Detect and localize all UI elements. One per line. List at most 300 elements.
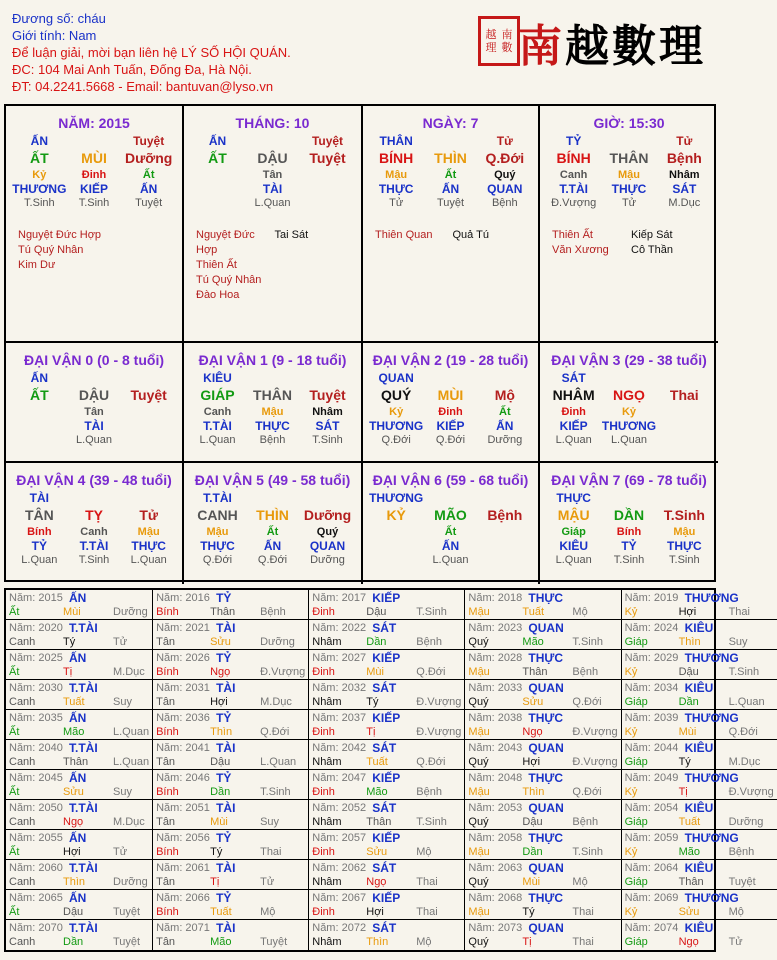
year-label: Năm: 2068 — [468, 892, 523, 904]
year-stage: Suy — [113, 786, 132, 798]
hidden-stem-row — [363, 526, 538, 539]
star-item: Thiên Ất — [552, 229, 593, 241]
ten-god-label — [478, 371, 532, 385]
year-line-1 — [9, 741, 149, 755]
stem-branch-row — [363, 150, 538, 166]
stem-branch-row — [540, 507, 718, 523]
year-branch: Thân — [210, 606, 236, 618]
year-cell — [309, 650, 465, 680]
year-line-1 — [625, 651, 774, 665]
year-line-1 — [625, 831, 774, 845]
hidden-stem: Mậu — [617, 169, 640, 181]
year-stem: Giáp — [624, 636, 648, 648]
hidden-stem: Tân — [262, 169, 283, 181]
year-stem: Đinh — [312, 906, 335, 918]
year-god: KIẾP — [372, 711, 401, 725]
year-stage: Mộ — [572, 876, 588, 888]
year-line-2 — [468, 935, 617, 949]
year-label: Năm: 2050 — [9, 802, 63, 814]
year-stem: Tân — [156, 696, 176, 708]
ten-god-label: Tuyệt — [311, 134, 344, 148]
ten-god-label: KIÊU — [203, 371, 232, 385]
life-stage: Dưỡng — [487, 434, 523, 446]
year-stem: Bính — [156, 726, 179, 738]
hidden-stem: Ất — [499, 406, 511, 418]
hidden-stem: Quý — [316, 526, 339, 538]
ten-god-label: THÂN — [379, 134, 413, 148]
hidden-stem: Mậu — [261, 406, 284, 418]
year-label: Năm: 2059 — [624, 832, 679, 844]
stem-branch-row — [6, 507, 182, 523]
year-god: SÁT — [372, 801, 397, 815]
year-branch: Dậu — [678, 666, 699, 678]
life-stage — [657, 433, 712, 447]
year-line-2 — [156, 875, 305, 889]
year-stem: Kỷ — [624, 786, 638, 798]
life-stage-row — [6, 196, 182, 210]
cell-title: ĐẠI VẬN 4 (39 - 48 tuổi) — [16, 472, 172, 488]
year-line-2 — [9, 695, 149, 709]
year-god: THỰC — [528, 771, 564, 785]
year-branch: Tuất — [210, 906, 232, 918]
year-stage: L.Quan — [728, 696, 765, 708]
ten-god-label — [478, 491, 532, 505]
stem-branch: Mộ — [494, 387, 515, 403]
year-branch: Dậu — [366, 606, 387, 618]
year-stage: L.Quan — [113, 726, 150, 738]
year-line-1 — [468, 651, 617, 665]
year-label: Năm: 2025 — [9, 652, 63, 664]
ten-god-label: Tuyệt — [133, 134, 165, 148]
year-line-1 — [9, 711, 149, 725]
year-god: SÁT — [372, 921, 397, 935]
year-branch: Thân — [366, 816, 392, 828]
year-cell — [465, 650, 621, 680]
year-stage: Tuyệt — [260, 936, 288, 948]
year-stem: Quý — [468, 876, 489, 888]
year-stage: Thai — [260, 846, 282, 858]
star-item: Tú Quý Nhân — [196, 274, 262, 286]
stem-branch: MÙI — [437, 387, 464, 403]
life-stage: Bệnh — [259, 434, 286, 446]
year-label: Năm: 2020 — [9, 622, 63, 634]
hidden-stem-row — [540, 526, 718, 539]
year-line-2 — [156, 905, 305, 919]
hidden-god-row — [6, 419, 182, 433]
year-line-1 — [156, 621, 305, 635]
logo-seal: 越 南 理 數 — [478, 16, 520, 66]
year-line-2 — [9, 815, 149, 829]
hidden-god: THỰC — [200, 539, 235, 553]
year-line-2 — [468, 695, 617, 709]
year-god: THỰC — [528, 711, 564, 725]
year-stem: Giáp — [624, 756, 648, 768]
ten-god-label-row — [540, 371, 718, 385]
star-item: Đào Hoa — [196, 289, 240, 301]
year-cell — [465, 890, 621, 920]
year-label: Năm: 2070 — [9, 922, 63, 934]
year-line-1 — [468, 921, 617, 935]
year-cell — [622, 800, 777, 830]
year-cell — [153, 740, 309, 770]
year-cell — [465, 620, 621, 650]
year-label: Năm: 2053 — [468, 802, 523, 814]
hidden-god: ẤN — [496, 419, 514, 433]
year-cell — [6, 920, 153, 950]
stem-branch: Bệnh — [666, 150, 702, 166]
year-label: Năm: 2055 — [9, 832, 63, 844]
year-stem: Tân — [156, 816, 176, 828]
year-label: Năm: 2026 — [156, 652, 210, 664]
hidden-stem-row — [184, 169, 361, 182]
ten-god-label-row — [184, 491, 361, 505]
year-label: Năm: 2074 — [624, 922, 679, 934]
cell-title: ĐẠI VẬN 7 (69 - 78 tuổi) — [551, 472, 707, 488]
cell-title: NGÀY: 7 — [422, 115, 479, 131]
year-branch: Hợi — [522, 756, 541, 768]
year-branch: Hợi — [63, 846, 81, 858]
year-stem: Giáp — [624, 816, 648, 828]
year-god: TỶ — [216, 831, 232, 845]
stem-branch: ẤT — [30, 387, 49, 403]
life-stage-row — [184, 433, 361, 447]
year-cell — [622, 650, 777, 680]
year-label: Năm: 2018 — [468, 592, 523, 604]
year-line-2 — [625, 665, 774, 679]
hidden-stem: Giáp — [561, 526, 586, 538]
year-line-1 — [156, 651, 305, 665]
year-stem: Canh — [9, 696, 36, 708]
ten-god-label: Tử — [676, 134, 693, 148]
stem-branch: Tuyệt — [309, 150, 346, 166]
year-branch: Dậu — [522, 816, 543, 828]
year-branch: Tý — [522, 906, 535, 918]
year-cell — [309, 920, 465, 950]
ten-god-label — [601, 134, 656, 148]
year-line-2 — [625, 605, 774, 619]
year-label: Năm: 2027 — [312, 652, 367, 664]
hidden-stem: Nhâm — [312, 406, 343, 418]
stem-branch: THÂN — [609, 150, 649, 166]
year-line-2 — [625, 635, 774, 649]
stars-list — [6, 210, 182, 273]
stars-col — [18, 228, 170, 273]
hidden-god: KIÊU — [559, 539, 588, 553]
year-god: TÀI — [216, 861, 236, 875]
year-branch: Tuất — [522, 606, 545, 618]
life-stage — [369, 553, 423, 567]
hidden-stem: Canh — [80, 526, 108, 538]
year-line-1 — [468, 741, 617, 755]
year-stage: Đ.Vượng — [260, 666, 306, 678]
cell-title: ĐẠI VẬN 6 (59 - 68 tuổi) — [372, 472, 529, 488]
life-stage: T.Sinh — [24, 197, 55, 209]
year-label: Năm: 2062 — [312, 862, 367, 874]
star-item: Văn Xương — [552, 244, 609, 256]
ten-god-label-row — [363, 491, 538, 505]
year-stage: Suy — [728, 636, 748, 648]
hidden-stem-row — [540, 169, 718, 182]
year-line-2 — [156, 815, 305, 829]
year-branch: Tị — [522, 936, 532, 948]
year-label: Năm: 2015 — [9, 592, 63, 604]
pillar-cell — [184, 343, 363, 463]
hidden-god-row — [184, 539, 361, 553]
life-stage-row — [540, 433, 718, 447]
year-stem: Nhâm — [312, 696, 342, 708]
stem-branch-row — [184, 150, 361, 166]
year-line-1 — [9, 861, 149, 875]
ten-god-label: ẤN — [208, 134, 227, 148]
year-branch: Thân — [63, 756, 89, 768]
life-stage — [121, 433, 176, 447]
year-branch: Tị — [678, 786, 688, 798]
year-line-2 — [312, 665, 461, 679]
year-line-2 — [9, 785, 149, 799]
year-stage: Mộ — [416, 936, 432, 948]
header-gender: Giới tính: Nam — [12, 28, 97, 43]
year-stem: Ất — [9, 666, 20, 678]
life-stage: Q.Đới — [435, 434, 466, 446]
stem-branch: TỴ — [85, 507, 103, 523]
stem-branch-row — [184, 387, 361, 403]
year-stage: Q.Đới — [728, 726, 758, 738]
star-item: Cô Thần — [631, 244, 673, 256]
ten-god-label — [423, 134, 477, 148]
year-label: Năm: 2073 — [468, 922, 523, 934]
year-label: Năm: 2029 — [624, 652, 679, 664]
ten-god-label — [300, 371, 355, 385]
year-stage: Đ.Vượng — [416, 726, 462, 738]
year-cell — [153, 890, 309, 920]
year-cell — [309, 860, 465, 890]
year-line-2 — [156, 695, 305, 709]
year-god: TỶ — [216, 771, 232, 785]
life-stage-row — [540, 553, 718, 567]
year-stem: Bính — [156, 786, 179, 798]
year-line-2 — [156, 635, 305, 649]
year-cell — [6, 800, 153, 830]
year-stem: Ất — [9, 726, 20, 738]
hidden-god: ẤN — [140, 182, 158, 196]
year-branch: Tý — [63, 636, 76, 648]
stars-col — [375, 228, 449, 243]
year-god: T.TÀI — [69, 681, 98, 695]
year-line-1 — [9, 651, 149, 665]
year-branch: Mùi — [678, 726, 697, 738]
ten-god-label — [67, 371, 122, 385]
pillar-cell — [363, 343, 540, 463]
pillar-cell — [363, 463, 540, 584]
stem-branch: Dưỡng — [303, 507, 352, 523]
hidden-god — [657, 419, 712, 433]
year-cell — [6, 890, 153, 920]
year-label: Năm: 2054 — [624, 802, 679, 814]
year-branch: Mùi — [522, 876, 541, 888]
life-stage: Tuyệt — [135, 197, 163, 209]
pillar-cell — [540, 343, 718, 463]
year-stem: Nhâm — [312, 636, 342, 648]
ten-god-label: TÀI — [29, 491, 49, 505]
year-god: THƯƠNG — [684, 771, 739, 785]
year-stem: Ất — [9, 846, 20, 858]
year-label: Năm: 2045 — [9, 772, 63, 784]
header-address: ĐC: 104 Mai Anh Tuấn, Đống Đa, Hà Nội. — [12, 62, 252, 77]
life-stage: Q.Đới — [257, 554, 288, 566]
year-stem: Ất — [9, 606, 20, 618]
year-god: T.TÀI — [69, 921, 98, 935]
life-stage: Dưỡng — [310, 554, 345, 566]
hidden-stem: Canh — [203, 406, 232, 418]
stem-branch: CANH — [197, 507, 238, 523]
year-god: KIẾP — [372, 591, 401, 605]
year-god: THƯƠNG — [684, 651, 739, 665]
year-line-2 — [9, 935, 149, 949]
hidden-god-row — [363, 539, 538, 553]
hidden-god: KIẾP — [80, 182, 109, 196]
year-stem: Kỷ — [624, 606, 638, 618]
year-line-1 — [156, 681, 305, 695]
hidden-god: TÀI — [262, 182, 283, 196]
year-line-1 — [156, 711, 305, 725]
year-label: Năm: 2043 — [468, 742, 523, 754]
year-line-1 — [468, 681, 617, 695]
ten-god-label — [67, 491, 122, 505]
year-stage: Dưỡng — [260, 636, 295, 648]
year-line-1 — [468, 591, 617, 605]
year-cell — [465, 770, 621, 800]
stars-col — [552, 228, 627, 258]
hidden-stem-row — [6, 169, 182, 182]
year-branch: Tuất — [678, 816, 701, 828]
year-stem: Quý — [468, 636, 489, 648]
year-cell — [153, 860, 309, 890]
year-stage: Q.Đới — [416, 756, 446, 768]
stars-col — [275, 228, 350, 303]
ten-god-label — [121, 491, 176, 505]
year-line-2 — [156, 785, 305, 799]
hidden-stem — [12, 406, 67, 419]
life-stage — [190, 196, 245, 210]
year-line-1 — [625, 591, 774, 605]
year-line-1 — [312, 831, 461, 845]
life-stage: T.Sinh — [613, 554, 645, 566]
year-line-2 — [9, 725, 149, 739]
year-stem: Đinh — [312, 726, 335, 738]
hidden-god: T.TÀI — [559, 182, 588, 196]
year-stage: T.Sinh — [728, 666, 760, 678]
hidden-god-row — [363, 182, 538, 196]
year-stage: Q.Đới — [260, 726, 290, 738]
ten-god-label — [423, 371, 477, 385]
year-stage: L.Quan — [113, 756, 150, 768]
hidden-stem: Đinh — [561, 406, 586, 418]
year-label: Năm: 2063 — [468, 862, 523, 874]
stem-branch: BÍNH — [556, 150, 591, 166]
pillar-grid — [4, 104, 716, 582]
year-stem: Canh — [9, 636, 36, 648]
year-stage: Mộ — [728, 906, 744, 918]
ten-god-label — [657, 371, 712, 385]
year-stage: Bệnh — [572, 816, 599, 828]
hidden-stem: Bính — [27, 526, 52, 538]
year-branch: Tị — [366, 726, 376, 738]
year-stage: Đ.Vượng — [416, 696, 462, 708]
year-line-2 — [156, 755, 305, 769]
year-stem: Mậu — [468, 726, 490, 738]
life-stage: L.Quan — [610, 434, 648, 446]
year-label: Năm: 2046 — [156, 772, 210, 784]
hidden-stem: Kỷ — [621, 406, 637, 418]
hidden-stem: Nhâm — [669, 169, 700, 181]
year-stage: Thai — [728, 606, 750, 618]
year-branch: Tị — [210, 876, 220, 888]
year-stem: Bính — [156, 906, 179, 918]
year-branch: Tuất — [63, 696, 85, 708]
year-line-2 — [468, 635, 617, 649]
year-line-2 — [9, 635, 149, 649]
year-god: T.TÀI — [69, 861, 98, 875]
year-stage: Mộ — [416, 846, 432, 858]
year-label: Năm: 2022 — [312, 622, 367, 634]
hidden-god: THƯƠNG — [601, 419, 657, 433]
year-god: SÁT — [372, 621, 397, 635]
star-item: Thiên Ất — [196, 259, 237, 271]
year-line-1 — [468, 801, 617, 815]
year-label: Năm: 2030 — [9, 682, 63, 694]
life-stage: L.Quan — [432, 554, 469, 566]
stem-branch: BÍNH — [379, 150, 414, 166]
year-stem: Giáp — [624, 936, 648, 948]
ten-god-label: TỶ — [565, 134, 582, 148]
ten-god-label: ẤN — [30, 134, 48, 148]
year-cell — [309, 890, 465, 920]
year-branch: Dần — [678, 696, 699, 708]
stem-branch-row — [184, 507, 361, 523]
year-branch: Sửu — [522, 696, 544, 708]
life-stage — [300, 196, 355, 210]
life-stage-row — [184, 553, 361, 567]
stem-branch: GIÁP — [200, 387, 235, 403]
hidden-stem-row — [184, 526, 361, 539]
year-stage: Tử — [113, 636, 128, 648]
year-stage: Tử — [728, 936, 743, 948]
ten-god-label — [67, 134, 122, 148]
ten-god-label-row — [184, 134, 361, 148]
year-line-2 — [9, 845, 149, 859]
year-stage: Q.Đới — [572, 696, 602, 708]
stem-branch-row — [363, 387, 538, 403]
hidden-god: TÀI — [84, 419, 104, 433]
year-line-1 — [312, 741, 461, 755]
year-god: ẤN — [69, 771, 87, 785]
year-line-1 — [312, 651, 461, 665]
stem-branch: THÂN — [253, 387, 292, 403]
stem-branch: T.Sinh — [663, 507, 705, 523]
year-line-1 — [312, 711, 461, 725]
pillar-cell — [6, 463, 184, 584]
year-label: Năm: 2061 — [156, 862, 210, 874]
year-cell — [309, 770, 465, 800]
stem-branch: Bệnh — [487, 507, 523, 523]
life-stage-row — [184, 196, 361, 210]
stem-branch-row — [6, 387, 182, 403]
year-stem: Nhâm — [312, 876, 342, 888]
life-stage: L.Quan — [75, 434, 113, 446]
hidden-god: T.TÀI — [203, 419, 232, 433]
year-cell — [622, 890, 777, 920]
year-stage: Suy — [260, 816, 280, 828]
